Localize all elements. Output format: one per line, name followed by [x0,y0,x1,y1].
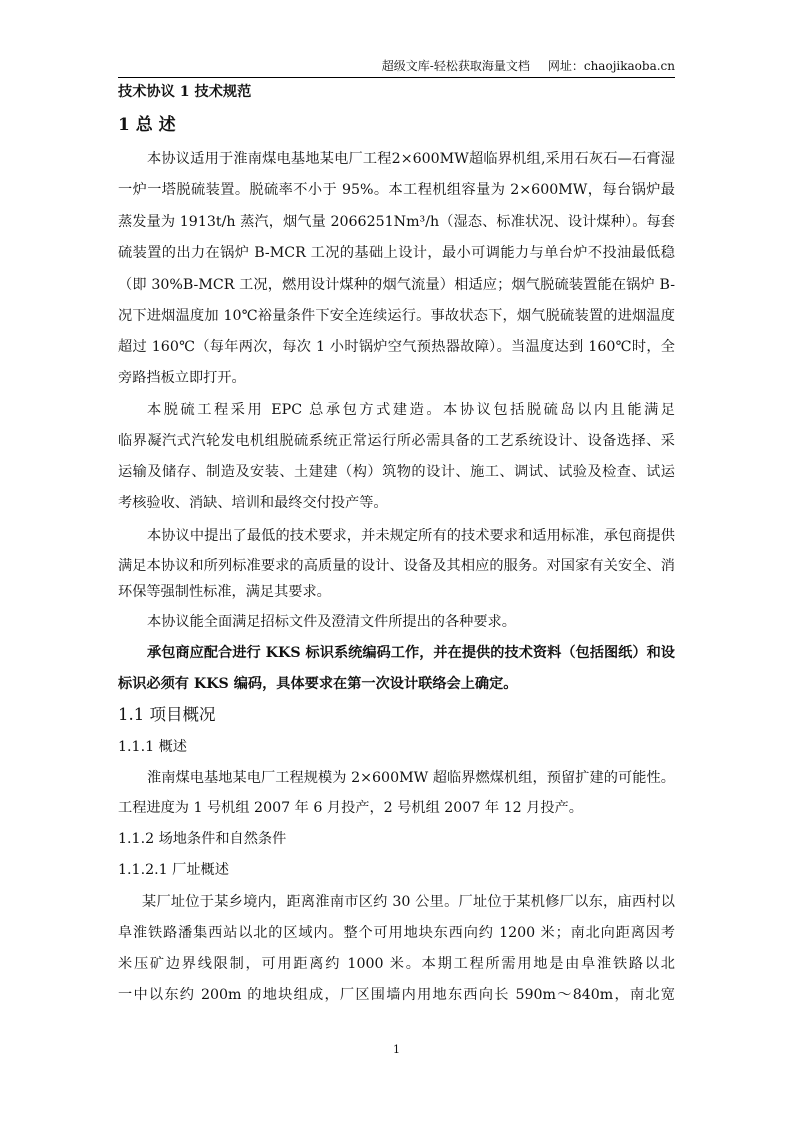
page-header [364,57,675,74]
paragraph-line: 某厂址位于某乡境内，距离淮南市区约 30 公里。厂址位于某机修厂以东，庙西村以 [142,894,675,910]
paragraph-line: 临界凝汽式汽轮发电机组脱硫系统正常运行所必需具备的工艺系统设计、设备选择、采 [118,433,675,449]
subsection-heading: 1.1.2.1 厂址概述 [118,862,229,878]
paragraph-line: 一中以东约 200m 的地块组成，厂区围墙内用地东西向长 590m～840m，南北宽 [118,987,675,1003]
doc-title: 技术协议 1 技术规范 [118,84,252,100]
paragraph-line: 环保等强制性标准，满足其要求。 [118,584,331,600]
paragraph-line: 工程进度为 1 号机组 2007 年 6 月投产，2 号机组 2007 年 12 月投产。 [118,800,583,816]
paragraph-line: 蒸发量为 1913t/h 蒸汽，烟气量 2066251Nm³/h（湿态、标准状况、设计煤种）。每套 [118,214,675,230]
section-heading: 1 总 述 [118,115,176,135]
page-number: 1 [393,1043,400,1056]
header-url: 网址：chaojikaoba.cn [547,59,675,73]
paragraph-line: 本脱硫工程采用 EPC 总承包方式建造。本协议包括脱硫岛以内且能满足 [147,402,675,418]
paragraph-line: 旁路挡板立即打开。 [118,370,246,386]
paragraph-line: 运输及储存、制造及安装、土建建（构）筑物的设计、施工、调试、试验及检查、试运 [118,464,675,480]
paragraph-line: 承包商应配合进行 KKS 标识系统编码工作，并在提供的技术资料（包括图纸）和设 [147,645,675,661]
paragraph-line: 标识必须有 KKS 编码，具体要求在第一次设计联络会上确定。 [118,676,518,692]
paragraph-line: 淮南煤电基地某电厂工程规模为 2×600MW 超临界燃煤机组，预留扩建的可能性。 [147,770,675,786]
paragraph-line: （即 30%B-MCR 工况，燃用设计煤种的烟气流量）相适应；烟气脱硫装置能在锅炉 B- [118,277,675,293]
paragraph-line: 本协议适用于淮南煤电基地某电厂工程2×600MW超临界机组,采用石灰石—石膏湿 [147,151,675,167]
paragraph-line: 本协议能全面满足招标文件及澄清文件所提出的各种要求。 [147,614,516,630]
paragraph-line: 阜淮铁路潘集西站以北的区域内。整个可用地块东西向约 1200 米；南北向距离因考 [118,925,675,941]
paragraph-line: 况下进烟温度加 10℃裕量条件下安全连续运行。事故状态下，烟气脱硫装置的进烟温度 [118,308,675,324]
paragraph-line: 考核验收、消缺、培训和最终交付投产等。 [118,495,388,511]
paragraph-line: 一炉一塔脱硫装置。脱硫率不小于 95%。本工程机组容量为 2×600MW，每台锅炉最 [118,182,675,198]
paragraph-line: 米压矿边界线限制，可用距离约 1000 米。本期工程所需用地是由阜淮铁路以北 [118,956,675,972]
paragraph-line: 满足本协议和所列标准要求的高质量的设计、设备及其相应的服务。对国家有关安全、消 [118,558,675,574]
header-rule [118,77,675,78]
section-heading: 1.1 项目概况 [118,705,216,724]
paragraph-line: 本协议中提出了最低的技术要求，并未规定所有的技术要求和适用标准，承包商提供 [147,528,675,544]
paragraph-line: 超过 160℃（每年两次，每次 1 小时锅炉空气预热器故障）。当温度达到 160℃时，全 [118,339,675,355]
subsection-heading: 1.1.1 概述 [118,739,187,755]
paragraph-line: 硫装置的出力在锅炉 B-MCR 工况的基础上设计，最小可调能力与单台炉不投油最低稳 [118,245,675,261]
header-site: 超级文库-轻松获取海量文档 [381,59,530,73]
subsection-heading: 1.1.2 场地条件和自然条件 [118,831,287,847]
